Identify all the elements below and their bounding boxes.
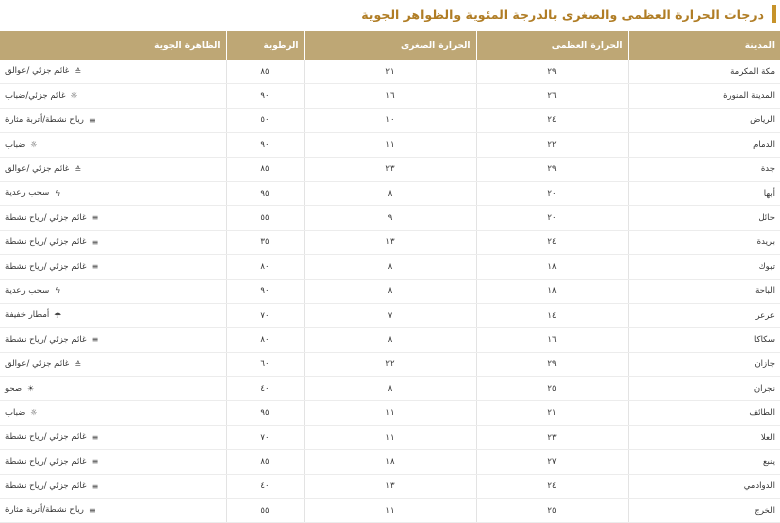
cell-max-temp: ١٦ [476, 328, 628, 352]
page-title: درجات الحرارة العظمى والصغرى بالدرجة المئوية والظواهر الجوية [361, 6, 764, 22]
cell-max-temp: ٢٦ [476, 84, 628, 108]
cell-humidity: ٥٥ [226, 499, 304, 523]
condition-label: رياح نشطة/أتربة مثارة [5, 115, 84, 126]
cell-condition [0, 206, 226, 230]
table-row [0, 255, 780, 279]
condition-label: سحب رعدية [5, 285, 50, 296]
cell-city: نجران [628, 377, 780, 401]
cell-city: جازان [628, 352, 780, 376]
cell-condition [0, 133, 226, 157]
cell-city: جدة [628, 157, 780, 181]
cell-condition [0, 279, 226, 303]
cell-max-temp: ٢٠ [476, 181, 628, 205]
haze-icon: ≙ [74, 359, 82, 369]
table-row [0, 303, 780, 327]
partly-cloudy-wind-icon: ≡ [91, 432, 99, 442]
cell-city: الباحة [628, 279, 780, 303]
cell-city: العلا [628, 425, 780, 449]
cell-humidity: ٧٠ [226, 425, 304, 449]
cell-city: حائل [628, 206, 780, 230]
table-row [0, 108, 780, 132]
cell-city: سكاكا [628, 328, 780, 352]
cell-min-temp: ١٨ [304, 450, 476, 474]
cell-max-temp: ٢٤ [476, 474, 628, 498]
cell-condition [0, 352, 226, 376]
cell-condition [0, 84, 226, 108]
thunder-cloud-icon: ϟ [55, 188, 61, 198]
cell-max-temp: ٢٩ [476, 157, 628, 181]
header-city: المدينة [628, 31, 780, 60]
cell-city: ينبع [628, 450, 780, 474]
wind-dust-icon: ≡ [89, 115, 96, 125]
cell-min-temp: ١١ [304, 401, 476, 425]
cell-city: الطائف [628, 401, 780, 425]
table-row [0, 377, 780, 401]
table-row [0, 157, 780, 181]
cell-humidity: ٣٥ [226, 230, 304, 254]
table-row [0, 401, 780, 425]
partly-cloudy-wind-icon: ≡ [91, 481, 99, 491]
partly-cloudy-wind-icon: ≡ [91, 237, 99, 247]
table-body [0, 60, 780, 523]
cell-max-temp: ٢٥ [476, 499, 628, 523]
table-row [0, 230, 780, 254]
cell-min-temp: ٨ [304, 279, 476, 303]
condition-label: ضباب [5, 139, 26, 150]
cell-humidity: ٨٠ [226, 255, 304, 279]
condition-label: غائم جزئي /رياح نشطة [5, 237, 87, 248]
cell-city: عرعر [628, 303, 780, 327]
cell-city: المدينة المنورة [628, 84, 780, 108]
cell-condition [0, 328, 226, 352]
cell-min-temp: ٨ [304, 181, 476, 205]
header-max-temp: الحرارة العظمى [476, 31, 628, 60]
cell-min-temp: ١٠ [304, 108, 476, 132]
cell-humidity: ٩٠ [226, 279, 304, 303]
cell-min-temp: ٨ [304, 328, 476, 352]
partly-cloudy-wind-icon: ≡ [91, 457, 99, 467]
cell-min-temp: ٢١ [304, 60, 476, 84]
cell-humidity: ٨٥ [226, 450, 304, 474]
cell-humidity: ٦٠ [226, 352, 304, 376]
table-row [0, 181, 780, 205]
condition-label: غائم جزئي/ضباب [5, 90, 66, 101]
cell-max-temp: ١٨ [476, 255, 628, 279]
cell-humidity: ٨٠ [226, 328, 304, 352]
thunder-cloud-icon: ϟ [55, 286, 61, 296]
cell-condition [0, 499, 226, 523]
cell-max-temp: ٢٩ [476, 60, 628, 84]
table-row [0, 279, 780, 303]
cell-max-temp: ٢٤ [476, 108, 628, 132]
partly-cloudy-wind-icon: ≡ [91, 335, 99, 345]
page-header [361, 4, 776, 24]
table-row [0, 60, 780, 84]
cell-max-temp: ٢٧ [476, 450, 628, 474]
cell-humidity: ٧٠ [226, 303, 304, 327]
cell-min-temp: ١١ [304, 425, 476, 449]
cell-condition [0, 450, 226, 474]
condition-label: غائم جزئي /رياح نشطة [5, 261, 87, 272]
cell-max-temp: ٢٤ [476, 230, 628, 254]
cell-humidity: ٩٥ [226, 401, 304, 425]
title-accent-bar [772, 5, 776, 23]
cell-humidity: ٨٥ [226, 157, 304, 181]
table-row [0, 133, 780, 157]
condition-label: ضباب [5, 407, 26, 418]
cell-max-temp: ٢٠ [476, 206, 628, 230]
cell-min-temp: ٧ [304, 303, 476, 327]
cell-min-temp: ٨ [304, 377, 476, 401]
cell-min-temp: ١٣ [304, 230, 476, 254]
condition-label: سحب رعدية [5, 188, 50, 199]
table-row [0, 499, 780, 523]
cell-condition [0, 181, 226, 205]
cell-city: الخرج [628, 499, 780, 523]
cell-condition [0, 157, 226, 181]
cell-condition [0, 108, 226, 132]
cell-city: أبها [628, 181, 780, 205]
cell-condition [0, 303, 226, 327]
cell-humidity: ٨٥ [226, 60, 304, 84]
cell-humidity: ٤٠ [226, 377, 304, 401]
header-condition: الظاهرة الجوية [0, 31, 226, 60]
cell-city: بريدة [628, 230, 780, 254]
table-row [0, 352, 780, 376]
cell-humidity: ٩٠ [226, 133, 304, 157]
cell-max-temp: ٢٢ [476, 133, 628, 157]
light-rain-icon: ☂ [54, 310, 62, 320]
cell-city: تبوك [628, 255, 780, 279]
condition-label: غائم جزئي /عوالق [5, 164, 70, 174]
cell-condition [0, 255, 226, 279]
cell-min-temp: ٩ [304, 206, 476, 230]
header-min-temp: الحرارة الصغرى [304, 31, 476, 60]
cell-humidity: ٩٠ [226, 84, 304, 108]
cell-condition [0, 60, 226, 84]
condition-label: صحو [5, 383, 23, 394]
cell-city: الدوادمي [628, 474, 780, 498]
table-row [0, 206, 780, 230]
clear-sky-icon: ☀ [27, 384, 35, 394]
cell-max-temp: ١٤ [476, 303, 628, 327]
haze-icon: ≙ [74, 164, 82, 174]
cell-condition [0, 425, 226, 449]
fog-icon: ☼ [30, 408, 38, 418]
condition-label: غائم جزئي /رياح نشطة [5, 481, 87, 492]
condition-label: رياح نشطة/أتربة مثارة [5, 505, 84, 516]
cell-max-temp: ٢٥ [476, 377, 628, 401]
fog-icon: ☼ [30, 140, 38, 150]
cell-humidity: ٥٠ [226, 108, 304, 132]
table-row [0, 84, 780, 108]
condition-label: غائم جزئي /رياح نشطة [5, 456, 87, 467]
haze-icon: ≙ [74, 66, 82, 76]
cell-max-temp: ٢٩ [476, 352, 628, 376]
table-row [0, 425, 780, 449]
cell-humidity: ٤٠ [226, 474, 304, 498]
cell-humidity: ٥٥ [226, 206, 304, 230]
table-row [0, 328, 780, 352]
table-row [0, 450, 780, 474]
cell-min-temp: ٢٣ [304, 157, 476, 181]
weather-table [0, 31, 780, 523]
cell-max-temp: ١٨ [476, 279, 628, 303]
cell-city: الرياض [628, 108, 780, 132]
cell-max-temp: ٢١ [476, 401, 628, 425]
cell-condition [0, 230, 226, 254]
cell-min-temp: ٢٢ [304, 352, 476, 376]
partly-cloudy-wind-icon: ≡ [91, 262, 99, 272]
cell-condition [0, 401, 226, 425]
cell-min-temp: ١١ [304, 499, 476, 523]
table-row [0, 474, 780, 498]
cell-min-temp: ١٦ [304, 84, 476, 108]
header-humidity: الرطوبة [226, 31, 304, 60]
cell-min-temp: ٨ [304, 255, 476, 279]
wind-dust-icon: ≡ [89, 505, 96, 515]
condition-label: غائم جزئي /عوالق [5, 66, 70, 77]
condition-label: غائم جزئي /عوالق [5, 359, 70, 370]
condition-label: غائم جزئي /رياح نشطة [5, 334, 87, 345]
cell-condition [0, 474, 226, 498]
partly-cloudy-fog-icon: ☼ [70, 91, 78, 101]
cell-min-temp: ١٣ [304, 474, 476, 498]
condition-label: أمطار خفيفة [5, 310, 50, 321]
cell-city: مكة المكرمة [628, 60, 780, 84]
condition-label: غائم جزئي /رياح نشطة [5, 212, 87, 223]
cell-humidity: ٩٥ [226, 181, 304, 205]
cell-city: الدمام [628, 133, 780, 157]
table-header-row [0, 31, 780, 60]
cell-condition [0, 377, 226, 401]
cell-min-temp: ١١ [304, 133, 476, 157]
partly-cloudy-wind-icon: ≡ [91, 213, 99, 223]
condition-label: غائم جزئي /رياح نشطة [5, 432, 87, 443]
cell-max-temp: ٢٣ [476, 425, 628, 449]
